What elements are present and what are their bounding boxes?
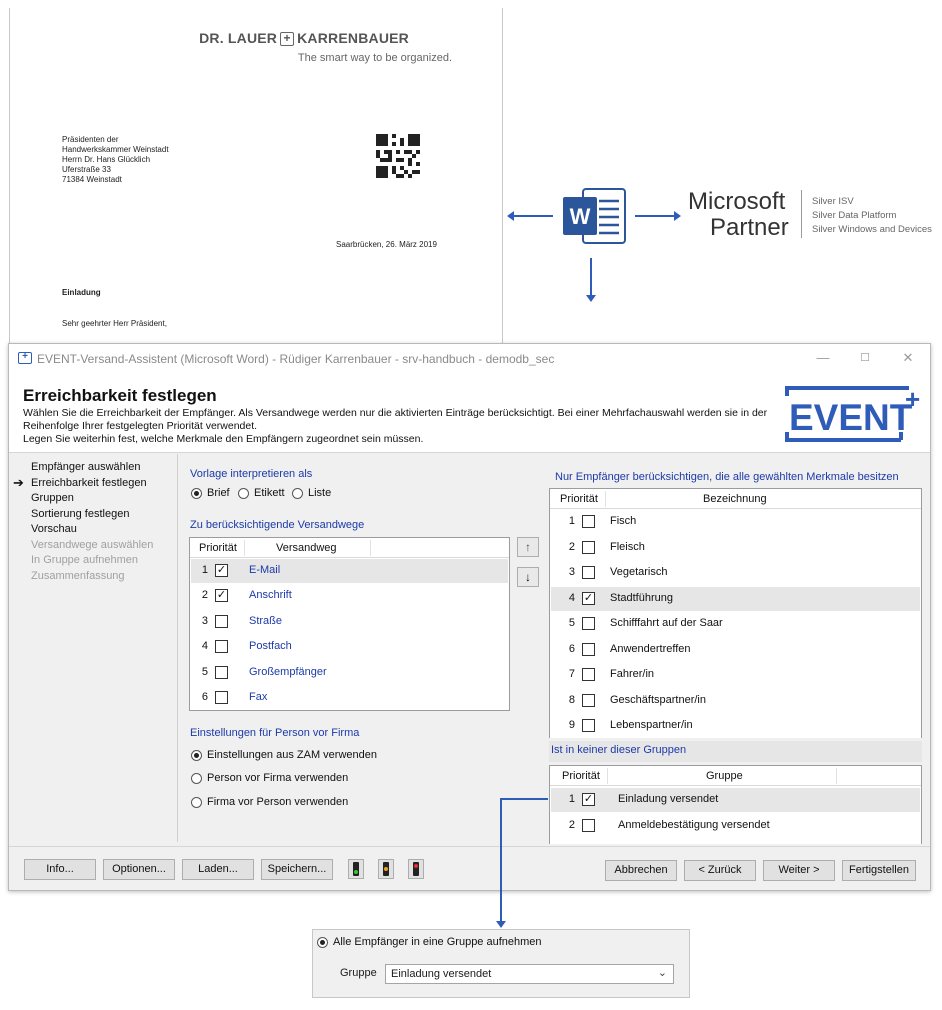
channel-checkbox-postfach[interactable] — [215, 640, 228, 653]
event-logo-plus: + — [905, 384, 921, 414]
group-label: Gruppe — [340, 967, 377, 979]
nav-divider — [177, 454, 178, 842]
event-logo — [783, 382, 925, 446]
wizard-steps — [9, 454, 177, 846]
close-button[interactable]: ✕ — [902, 350, 914, 365]
traffic-light-green-icon[interactable] — [348, 859, 364, 879]
minimize-button[interactable]: — — [816, 350, 830, 365]
feature-row-lebenspartner[interactable]: 9 Lebenspartner/in — [568, 719, 693, 731]
next-button[interactable]: Weiter > — [763, 860, 835, 881]
back-button[interactable]: < Zurück — [684, 860, 756, 881]
connector-horizontal — [500, 798, 548, 800]
microsoft-partner-logo: Microsoft Partner — [688, 188, 789, 241]
feature-checkbox-vegetarisch[interactable] — [582, 566, 595, 579]
feature-row-vegetarisch[interactable]: 3 Vegetarisch — [568, 566, 668, 578]
info-button[interactable]: Info... — [24, 859, 96, 880]
brand-tagline: The smart way to be organized. — [297, 52, 452, 64]
channel-row-anschrift[interactable]: 2 ✓ Anschrift — [201, 589, 292, 601]
features-group-title: Nur Empfänger berücksichtigen, die alle gewählten Merkmale besitzen — [555, 471, 899, 483]
channel-row-strasse[interactable]: 3 Straße — [201, 615, 283, 627]
feature-row-fisch[interactable]: 1 Fisch — [568, 515, 637, 527]
feature-checkbox-anwendertreffen[interactable] — [582, 643, 595, 656]
radio-brief[interactable]: Brief — [191, 487, 230, 499]
radio-etikett[interactable]: Etikett — [238, 487, 285, 499]
group-checkbox-einladung[interactable]: ✓ — [583, 793, 594, 805]
col-bezeichnung[interactable]: Bezeichnung — [703, 493, 767, 505]
channels-table — [189, 537, 510, 711]
template-group-title: Vorlage interpretieren als — [190, 468, 313, 480]
letter-subject: Einladung — [62, 288, 101, 297]
svg-text:W: W — [569, 204, 591, 229]
feature-row-fahrer[interactable]: 7 Fahrer/in — [568, 668, 655, 680]
features-table-header — [550, 489, 921, 509]
recipient-address: Präsidenten der Handwerkskammer Weinstadt Herrn Dr. Hans Glücklich Uferstraße 33 71384 Weinstadt — [62, 135, 169, 184]
letter-salutation: Sehr geehrter Herr Präsident, — [62, 319, 167, 328]
step-in-gruppe-aufnehmen: In Gruppe aufnehmen — [31, 554, 139, 566]
channel-row-postfach[interactable]: 4 Postfach — [201, 640, 292, 652]
arrow-to-dialog — [590, 258, 592, 296]
channel-checkbox-strasse[interactable] — [215, 615, 228, 628]
channels-group-title: Zu berücksichtigende Versandwege — [190, 519, 365, 531]
maximize-button[interactable]: ☐ — [860, 352, 870, 364]
window-title: EVENT-Versand-Assistent (Microsoft Word) - Rüdiger Karrenbauer - srv-handbuch - demodb_sec — [37, 352, 555, 366]
channel-checkbox-fax[interactable] — [215, 691, 228, 704]
traffic-light-red-icon[interactable] — [408, 859, 424, 879]
step-versandwege-auswaehlen: Versandwege auswählen — [31, 539, 154, 551]
wizard-footer — [9, 846, 930, 890]
page-description: Wählen Sie die Erreichbarkeit der Empfänger. Als Versandwege werden nur die aktivierten Einträge berücksichtigt. Bei einer Mehrfachauswahl werden sie in der Reihenfolge Ihrer festgelegten Priorität verwendet. Legen Sie weiterhin fest, welche Merkmale den Empfängern zugeordnet sein müssen. — [23, 407, 768, 445]
page-title: Erreichbarkeit festlegen — [23, 386, 217, 405]
channel-checkbox-email[interactable]: ✓ — [216, 564, 227, 576]
feature-row-stadtfuehrung[interactable]: 4 ✓ Stadtführung — [551, 587, 920, 611]
features-table — [549, 488, 922, 738]
feature-checkbox-fisch[interactable] — [582, 515, 595, 528]
radio-all-in-group[interactable]: Alle Empfänger in eine Gruppe aufnehmen — [317, 936, 542, 948]
channels-table-header — [190, 538, 509, 558]
step-vorschau[interactable]: Vorschau — [31, 523, 77, 535]
channel-row-fax[interactable]: 6 Fax — [201, 691, 268, 703]
radio-firma-vor-person[interactable]: Firma vor Person verwenden — [191, 796, 348, 808]
feature-checkbox-fleisch[interactable] — [582, 541, 595, 554]
radio-liste[interactable]: Liste — [292, 487, 331, 499]
col-versandweg[interactable]: Versandweg — [276, 542, 337, 554]
step-erreichbarkeit-festlegen[interactable]: Erreichbarkeit festlegen — [31, 477, 147, 489]
groups-group-title: Ist in keiner dieser Gruppen — [551, 744, 687, 756]
group-assign-panel — [312, 929, 690, 998]
feature-row-geschaeftspartner[interactable]: 8 Geschäftspartner/in — [568, 694, 706, 706]
channel-row-email[interactable]: 1 ✓ E-Mail — [191, 559, 508, 583]
feature-checkbox-stadtfuehrung[interactable]: ✓ — [583, 592, 594, 604]
radio-zam-settings[interactable]: Einstellungen aus ZAM verwenden — [191, 749, 377, 761]
person-group-title: Einstellungen für Person vor Firma — [190, 727, 360, 739]
qr-code-icon — [376, 134, 420, 178]
traffic-light-yellow-icon[interactable] — [378, 859, 394, 879]
load-button[interactable]: Laden... — [182, 859, 254, 880]
col-gruppe[interactable]: Gruppe — [706, 770, 743, 782]
options-button[interactable]: Optionen... — [103, 859, 175, 880]
app-plus-icon: + — [18, 352, 32, 364]
feature-row-fleisch[interactable]: 2 Fleisch — [568, 541, 645, 553]
groups-table-header — [550, 766, 921, 786]
partner-levels: Silver ISV Silver Data Platform Silver Windows and Devices — [812, 196, 932, 235]
channel-checkbox-grossempfaenger[interactable] — [215, 666, 228, 679]
title-bar[interactable] — [9, 344, 930, 374]
radio-person-vor-firma[interactable]: Person vor Firma verwenden — [191, 772, 348, 784]
feature-row-anwendertreffen[interactable]: 6 Anwendertreffen — [568, 643, 691, 655]
save-button[interactable]: Speichern... — [261, 859, 333, 880]
group-checkbox-anmeldebestaetigung[interactable] — [582, 819, 595, 832]
cancel-button[interactable]: Abbrechen — [605, 860, 677, 881]
arrow-to-partner — [635, 215, 675, 217]
feature-checkbox-schifffahrt[interactable] — [582, 617, 595, 630]
groups-table — [549, 765, 922, 844]
letter-preview — [9, 8, 503, 348]
feature-checkbox-fahrer[interactable] — [582, 668, 595, 681]
connector-arrow-down — [500, 798, 502, 922]
step-sortierung-festlegen[interactable]: Sortierung festlegen — [31, 508, 130, 520]
col-prioritaet[interactable]: Priorität — [560, 493, 598, 505]
feature-row-schifffahrt[interactable]: 5 Schifffahrt auf der Saar — [568, 617, 723, 629]
col-prioritaet[interactable]: Priorität — [562, 770, 600, 782]
arrow-to-letter — [513, 215, 553, 217]
step-zusammenfassung: Zusammenfassung — [31, 570, 125, 582]
feature-checkbox-geschaeftspartner[interactable] — [582, 694, 595, 707]
wizard-dialog — [8, 343, 931, 891]
current-step-arrow-icon: ➔ — [13, 475, 24, 490]
move-up-button[interactable]: ↑ — [517, 537, 539, 557]
col-prioritaet[interactable]: Priorität — [199, 542, 237, 554]
word-icon — [561, 187, 627, 245]
channel-checkbox-anschrift[interactable]: ✓ — [216, 589, 227, 601]
channel-row-grossempfaenger[interactable]: 5 Großempfänger — [201, 666, 327, 678]
step-gruppen[interactable]: Gruppen — [31, 492, 74, 504]
partner-divider — [801, 190, 802, 238]
group-row-anmeldebestaetigung[interactable]: 2 Anmeldebestätigung versendet — [568, 819, 770, 831]
group-select[interactable]: Einladung versendet ⌄ — [385, 964, 674, 984]
chevron-down-icon: ⌄ — [657, 967, 667, 979]
move-down-button[interactable]: ↓ — [517, 567, 539, 587]
feature-checkbox-lebenspartner[interactable] — [582, 719, 595, 732]
brand-logo: DR. LAUER + KARRENBAUER — [199, 30, 409, 46]
group-row-einladung[interactable]: 1 ✓ Einladung versendet — [551, 788, 920, 812]
letter-date: Saarbrücken, 26. März 2019 — [336, 240, 437, 249]
event-logo-text: EVENT — [789, 397, 913, 438]
finish-button[interactable]: Fertigstellen — [842, 860, 916, 881]
step-empfaenger-auswaehlen[interactable]: Empfänger auswählen — [31, 461, 141, 473]
